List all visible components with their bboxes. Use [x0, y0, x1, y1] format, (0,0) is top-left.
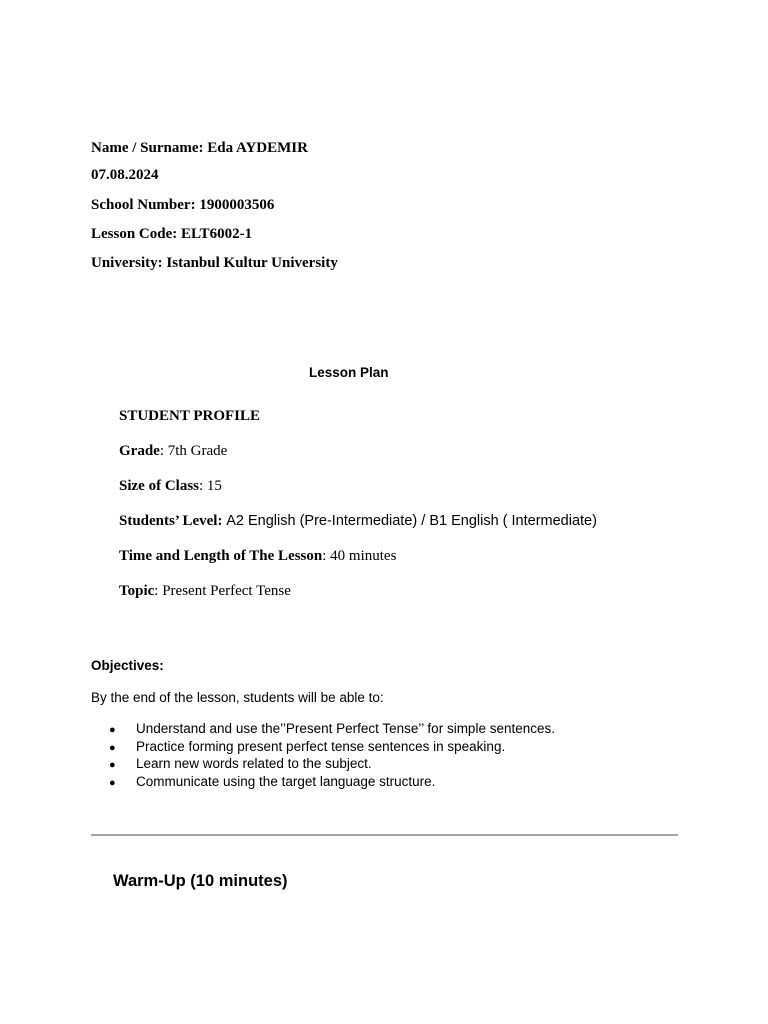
- objectives-list: [109, 721, 555, 791]
- bullet-icon: ●: [109, 776, 116, 789]
- university-label: University:: [91, 255, 163, 271]
- students-level-line: [119, 513, 597, 530]
- student-profile-heading: STUDENT PROFILE: [119, 408, 261, 424]
- topic-label: Topic: [119, 583, 155, 599]
- objectives-intro: By the end of the lesson, students will be able to:: [91, 690, 384, 705]
- warm-up-heading: Warm-Up (10 minutes): [113, 872, 288, 890]
- lesson-code-line: [91, 226, 252, 243]
- class-size-label: Size of Class: [119, 478, 199, 494]
- school-number-value: 1900003506: [199, 197, 275, 213]
- grade-value: 7th Grade: [167, 443, 228, 459]
- university-line: [91, 255, 338, 272]
- name-surname-line: [91, 140, 308, 157]
- horizontal-divider: [91, 834, 678, 836]
- name-value: Eda AYDEMIR: [207, 140, 308, 156]
- objective-text: Understand and use the’’Present Perfect Tense’’ for simple sentences.: [136, 721, 555, 736]
- date-value: 07.08.2024: [91, 167, 159, 183]
- lesson-code-value: ELT6002-1: [181, 226, 253, 242]
- objective-text: Practice forming present perfect tense sentences in speaking.: [136, 738, 506, 754]
- topic-line: Topic: Present Perfect Tense: [119, 583, 291, 599]
- students-level-value: A2 English (Pre-Intermediate) / B1 English ( Intermediate): [226, 513, 597, 529]
- topic-value: Present Perfect Tense: [162, 583, 291, 599]
- grade-line: Grade: 7th Grade: [119, 443, 228, 459]
- students-level-label: Students’ Level:: [119, 513, 223, 529]
- objectives-heading: Objectives:: [91, 658, 164, 673]
- lesson-plan-title: Lesson Plan: [309, 365, 389, 380]
- grade-label: Grade: [119, 443, 160, 459]
- class-size-value: 15: [206, 478, 222, 494]
- list-item: [109, 739, 555, 757]
- list-item: [109, 721, 555, 739]
- lesson-length-label: Time and Length of The Lesson: [119, 548, 323, 564]
- school-number-label: School Number:: [91, 197, 196, 213]
- school-number-line: [91, 197, 274, 214]
- list-item: [109, 774, 555, 792]
- date-line: [91, 167, 159, 184]
- list-item: [109, 756, 555, 774]
- university-value: Istanbul Kultur University: [166, 255, 338, 271]
- lesson-length-line: Time and Length of The Lesson: 40 minutes: [119, 548, 397, 564]
- bullet-icon: ●: [109, 741, 116, 754]
- class-size-line: Size of Class: 15: [119, 478, 222, 494]
- objective-text: Communicate using the target language structure.: [136, 773, 436, 789]
- objective-text: Learn new words related to the subject.: [136, 756, 372, 771]
- bullet-icon: ●: [109, 724, 116, 736]
- lesson-code-label: Lesson Code:: [91, 226, 178, 242]
- lesson-length-value: 40 minutes: [330, 548, 397, 564]
- name-label: Name / Surname:: [91, 140, 204, 156]
- bullet-icon: ●: [109, 759, 116, 771]
